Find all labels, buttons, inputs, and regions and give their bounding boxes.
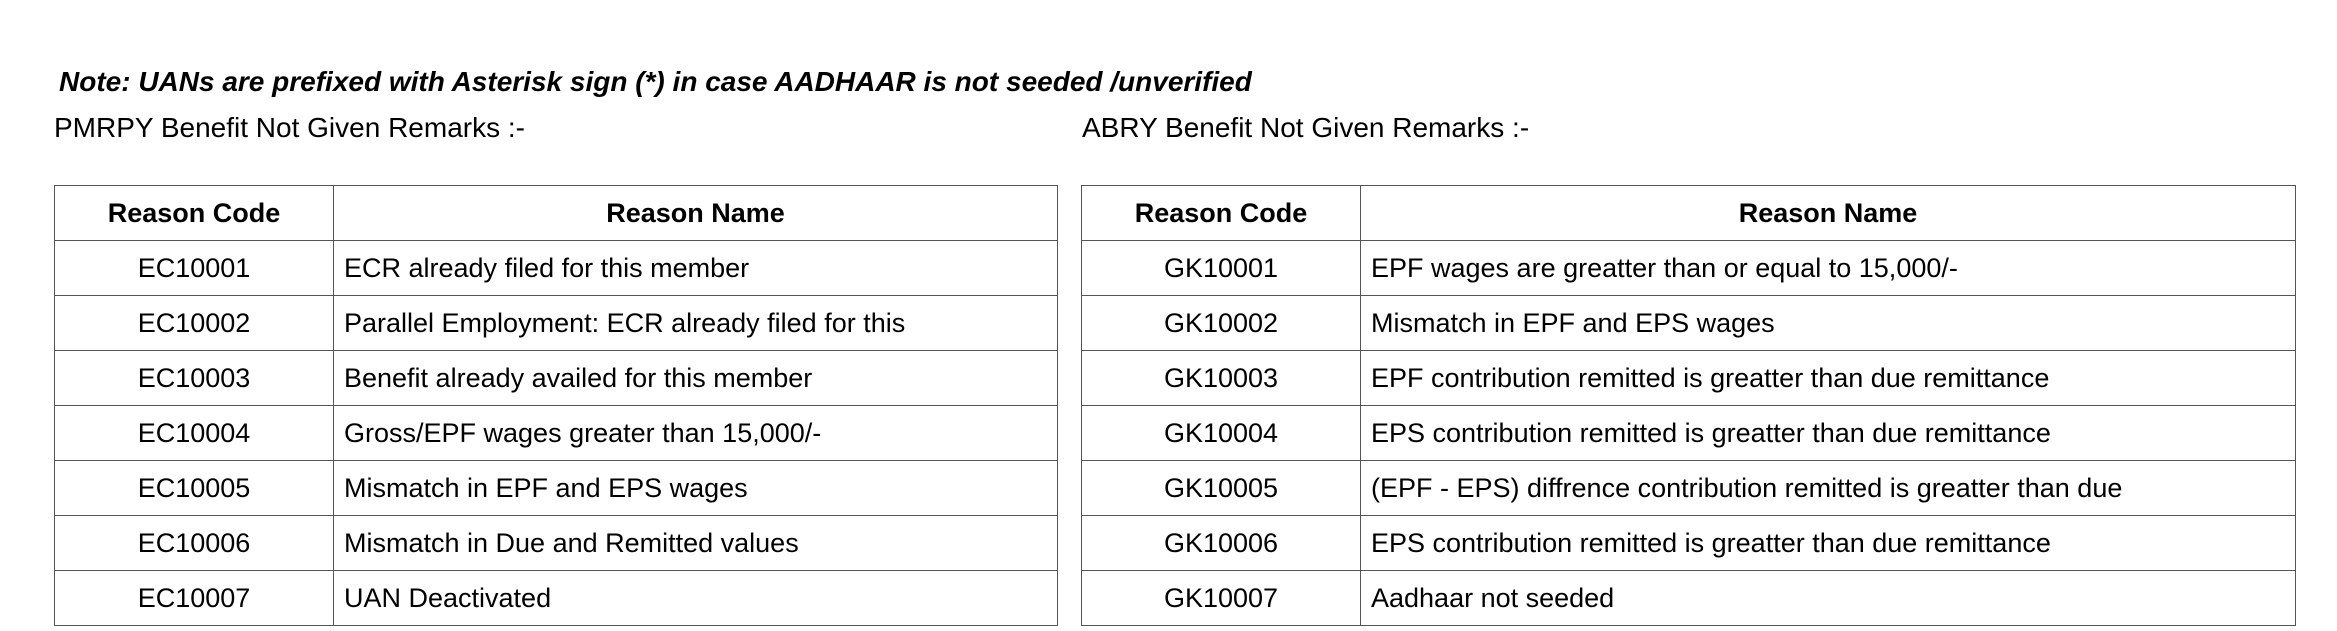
reason-name-cell: Mismatch in EPF and EPS wages: [1361, 296, 2296, 351]
table-row: [1082, 516, 2296, 571]
table-row: [1082, 406, 2296, 461]
reason-code-header: Reason Code: [1082, 186, 1361, 241]
reason-code-cell: GK10003: [1082, 351, 1361, 406]
reason-name-cell: Mismatch in Due and Remitted values: [334, 516, 1058, 571]
reason-code-cell: EC10002: [55, 296, 334, 351]
table-row: [55, 296, 1058, 351]
reason-code-cell: EC10007: [55, 571, 334, 626]
table-row: [1082, 351, 2296, 406]
reason-name-cell: Parallel Employment: ECR already filed for this: [334, 296, 1058, 351]
reason-name-cell: Mismatch in EPF and EPS wages: [334, 461, 1058, 516]
abry-reasons-table: [1081, 185, 2296, 626]
reason-name-cell: (EPF - EPS) diffrence contribution remitted is greatter than due: [1361, 461, 2296, 516]
reason-name-cell: EPF contribution remitted is greatter than due remittance: [1361, 351, 2296, 406]
reason-name-cell: EPS contribution remitted is greatter than due remittance: [1361, 406, 2296, 461]
table-row: [1082, 461, 2296, 516]
reason-code-header: Reason Code: [55, 186, 334, 241]
reason-code-cell: EC10006: [55, 516, 334, 571]
reason-name-cell: Gross/EPF wages greater than 15,000/-: [334, 406, 1058, 461]
reason-code-cell: EC10001: [55, 241, 334, 296]
reason-code-cell: GK10007: [1082, 571, 1361, 626]
reason-code-cell: EC10004: [55, 406, 334, 461]
reason-name-cell: EPS contribution remitted is greatter than due remittance: [1361, 516, 2296, 571]
reason-code-cell: GK10006: [1082, 516, 1361, 571]
reason-name-header: Reason Name: [334, 186, 1058, 241]
table-row: [55, 406, 1058, 461]
reason-code-cell: EC10003: [55, 351, 334, 406]
reason-name-cell: ECR already filed for this member: [334, 241, 1058, 296]
pmrpy-reasons-table: [54, 185, 1058, 626]
table-row: [1082, 296, 2296, 351]
table-row: [55, 351, 1058, 406]
table-row: [55, 461, 1058, 516]
table-header-row: [55, 186, 1058, 241]
table-row: [1082, 571, 2296, 626]
reason-name-cell: Aadhaar not seeded: [1361, 571, 2296, 626]
reason-code-cell: GK10002: [1082, 296, 1361, 351]
reason-code-cell: GK10001: [1082, 241, 1361, 296]
reason-code-cell: EC10005: [55, 461, 334, 516]
reason-name-cell: EPF wages are greatter than or equal to 15,000/-: [1361, 241, 2296, 296]
reason-name-cell: UAN Deactivated: [334, 571, 1058, 626]
table-header-row: [1082, 186, 2296, 241]
reason-code-cell: GK10004: [1082, 406, 1361, 461]
aadhaar-note: Note: UANs are prefixed with Asterisk sign (*) in case AADHAAR is not seeded /unverified: [59, 66, 1252, 97]
abry-section-title: ABRY Benefit Not Given Remarks :-: [1082, 112, 1530, 143]
table-row: [55, 571, 1058, 626]
reason-code-cell: GK10005: [1082, 461, 1361, 516]
pmrpy-section-title: PMRPY Benefit Not Given Remarks :-: [54, 112, 525, 143]
reason-name-header: Reason Name: [1361, 186, 2296, 241]
reason-name-cell: Benefit already availed for this member: [334, 351, 1058, 406]
table-row: [55, 241, 1058, 296]
table-row: [1082, 241, 2296, 296]
table-row: [55, 516, 1058, 571]
